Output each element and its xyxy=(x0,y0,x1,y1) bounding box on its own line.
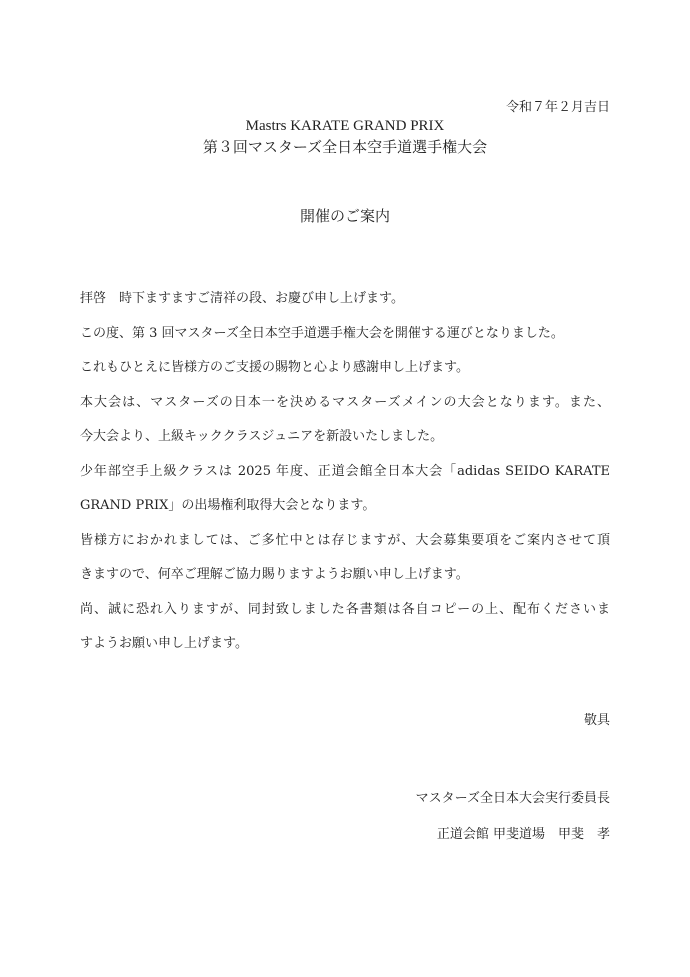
body-line: 皆様方におかれましては、ご多忙中とは存じますが、大会募集要項をご案内させて頂 xyxy=(80,532,610,548)
event-title-english: Mastrs KARATE GRAND PRIX xyxy=(245,118,445,134)
body-line: きますので、何卒ご理解ご協力賜りますようお願い申し上げます。 xyxy=(80,567,469,582)
letter-body xyxy=(80,289,610,669)
signature-name: 正道会館 甲斐道場 甲斐 孝 xyxy=(436,827,610,842)
letter-date: 令和７年２月吉日 xyxy=(505,100,610,115)
body-line: これもひとえに皆様方のご支援の賜物と心より感謝申し上げます。 xyxy=(80,360,469,375)
event-title-japanese: 第３回マスターズ全日本空手道選手権大会 xyxy=(202,138,488,156)
body-line: GRAND PRIX」の出場権利取得大会となります。 xyxy=(80,498,376,513)
body-line: 本大会は、マスターズの日本一を決めるマスターズメインの大会となります。また、 xyxy=(80,394,610,410)
body-line: この度、第 3 回マスターズ全日本空手道選手権大会を開催する運びとなりました。 xyxy=(80,325,564,341)
closing-phrase: 敬具 xyxy=(583,713,610,728)
body-line: 拝啓 時下ますますご清祥の段、お慶び申し上げます。 xyxy=(80,291,404,306)
body-line: 尚、誠に恐れ入りますが、同封致しました各書類は各自コピーの上、配布くださいま xyxy=(80,601,610,617)
body-line: 今大会より、上級キッククラスジュニアを新設いたしました。 xyxy=(80,429,444,444)
signature-organization: マスターズ全日本大会実行委員長 xyxy=(415,791,610,806)
body-line: すようお願い申し上げます。 xyxy=(80,636,248,651)
body-line: 少年部空手上級クラスは 2025 年度、正道会館全日本大会「adidas SEIDO KARATE xyxy=(80,463,610,479)
letter-subtitle: 開催のご案内 xyxy=(299,207,390,225)
